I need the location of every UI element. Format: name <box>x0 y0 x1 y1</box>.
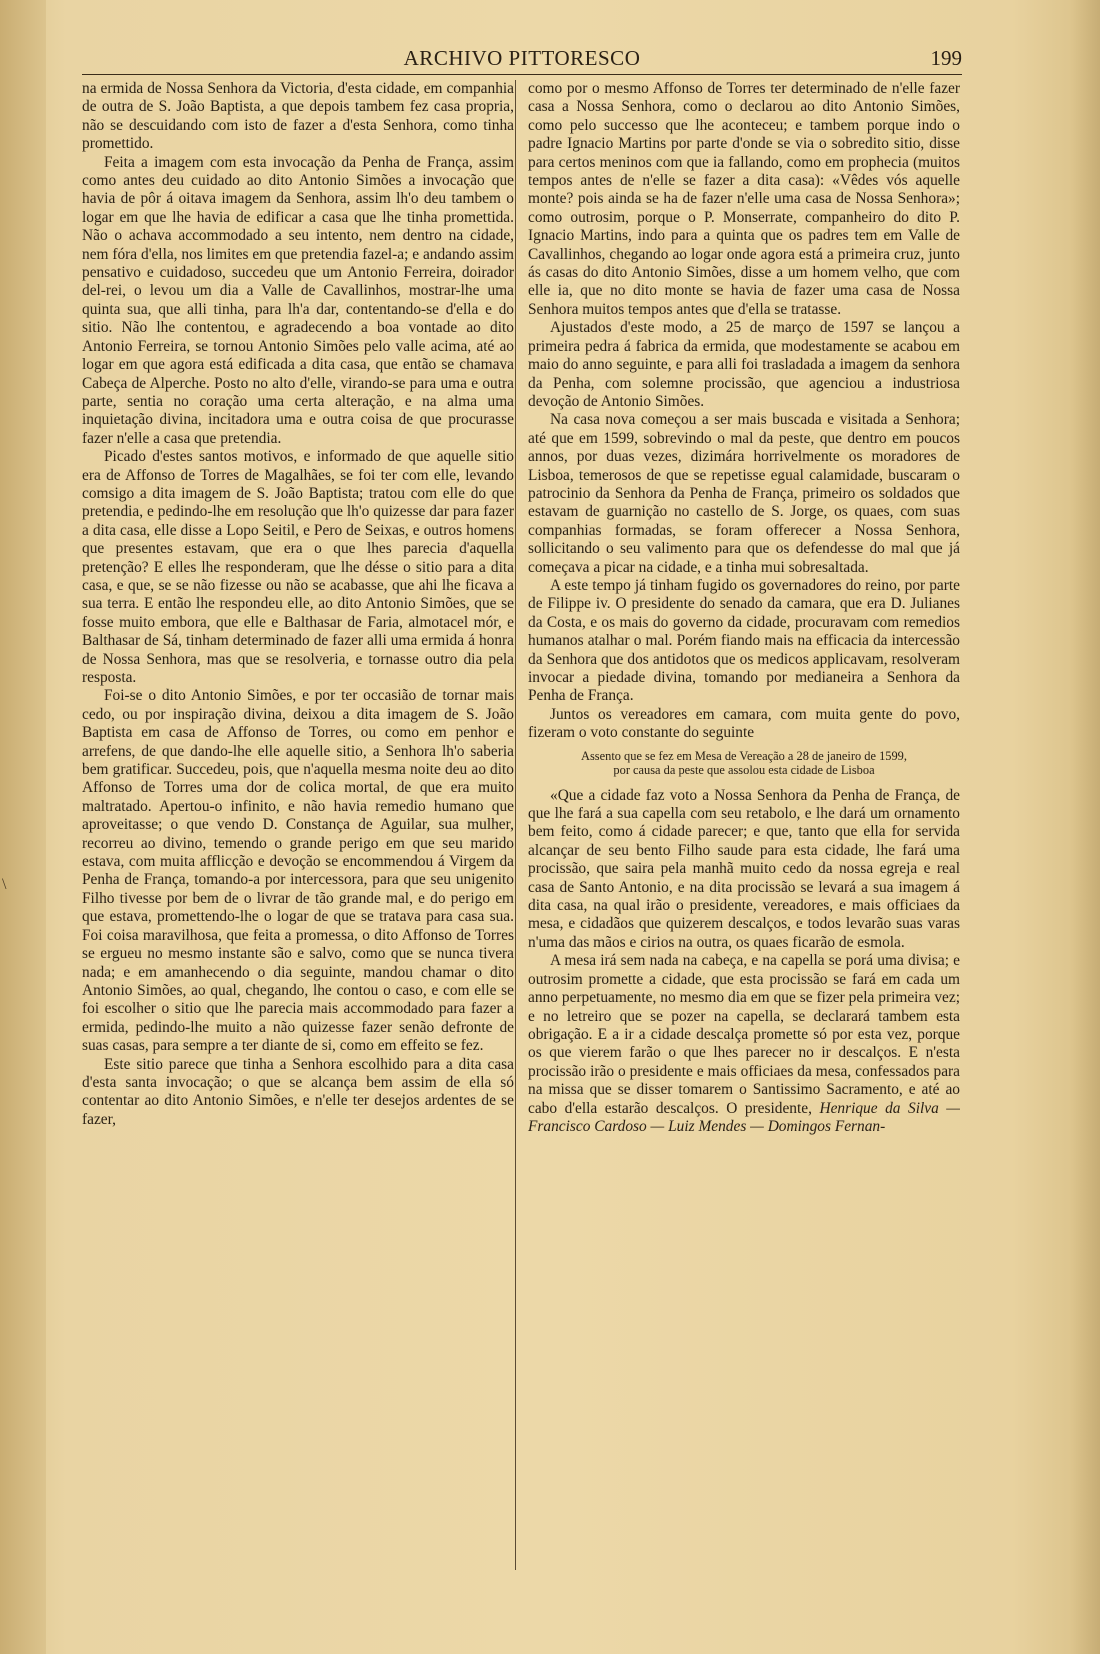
paragraph: A este tempo já tinham fugido os governadores do reino, por parte de Filippe iv. O presidente do senado da camara, que era D. Julianes da Costa, e os mais do governo da cidade, procuravam com remedios humanos atalhar o mal. Porém fiando mais na efficacia da intercessão da Senhora que dos antidotos que os medicos applicavam, resolveram invocar a piedade divina, tomando por medianeira a Senhora da Penha de França. <box>528 576 960 705</box>
paragraph: Foi-se o dito Antonio Simões, e por ter occasião de tornar mais cedo, ou por inspiração divina, deixou a dita imagem de S. João Baptista em casa de Affonso de Torres, ou como em penhor e arrefens, de que dando-lhe elle aquelle sitio, a Senhora lh'o saberia bem gratificar. Succedeu, pois, que n'aquella mesma noite deu ao dito Affonso de Torres uma dor de colica mortal, de que era muito maltratado. Apertou-o infinito, e não havia remedio humano que aproveitasse; o que vendo D. Constança de Aguilar, sua mulher, recorreu ao divino, temendo o grande perigo em que seu marido estava, com muita afflicção e devoção se encommendou á Virgem da Penha de França, tomando-a por intercessora, para que seu unigenito Filho tivesse por bem de o livrar de tão grande mal, e do perigo em que estava, promettendo-lhe o logar de que se tratava para casa sua. Foi coisa maravilhosa, que feita a promessa, o dito Affonso de Torres se ergueu no mesmo instante são e salvo, como que se nunca tivera nada; e em amanhecendo o dia seguinte, mandou chamar o dito Antonio Simões, ao qual, chegando, lhe contou o caso, e com elle se foi escolher o sitio que lhe parecia mais accommodado para fazer a ermida, pedindo-lhe muito a não quizesse fazer senão defronte de suas casas, para sempre a ter diante de si, como em effeito se fez. <box>82 687 514 1055</box>
paragraph: como por o mesmo Affonso de Torres ter determinado de n'elle fazer casa a Nossa Senhora, como o declarou ao dito Antonio Simões, como pelo successo que lhe aconteceu; e tambem porque indo o padre Ignacio Martins por parte d'onde se via o sobredito sitio, disse para certos meninos com que ia fallando, como em prophecia (muitos tempos antes de n'elle se fazer a dita casa): «Vêdes vós aquelle monte? pois ainda se ha de fazer n'elle uma casa de Nossa Senhora»; como outrosim, porque o P. Monserrate, companheiro do dito P. Ignacio Martins, indo para a quinta que os padres tem em Valle de Cavallinhos, chegando ao logar onde agora está a primeira cruz, junto ás casas do dito Antonio Simões, disse a um homem velho, que com elle ia, que no dito monte se havia de fazer uma casa de Nossa Senhora muitos tempos antes que d'ella se tratasse. <box>528 80 960 318</box>
caption-line: por causa da peste que assolou esta cidade de Lisboa <box>613 762 875 777</box>
caption-line: Assento que se fez em Mesa de Vereação a 28 de janeiro de 1599, <box>581 748 907 763</box>
page-header <box>82 44 962 75</box>
paragraph: na ermida de Nossa Senhora da Victoria, d'esta cidade, em companhia de outra de S. João Baptista, a que depois tambem fez casa propria, não se descuidando com isto de fazer a d'esta Senhora, como tinha promettido. <box>82 80 514 153</box>
paragraph: Ajustados d'este modo, a 25 de março de 1597 se lançou a primeira pedra á fabrica da ermida, que modestamente se acabou em maio do anno seguinte, e para alli foi trasladada a imagem da senhora da Penha, com solemne procissão, que agenciou a industriosa devoção de Antonio Simões. <box>528 319 960 410</box>
paragraph: Picado d'estes santos motivos, e informado de que aquelle sitio era de Affonso de Torres de Magalhães, se foi ter com elle, levando comsigo a dita imagem de S. João Baptista; tratou com elle do que pretendia, e pedindo-lhe em resolução que lh'o quizesse dar para fazer a dita casa, elle disse a Lopo Seitil, e Pero de Seixas, e outros homens que presentes estavam, que era o que lhes parecia d'aquella pretenção? E elles lhe responderam, que lhe désse o sitio para a dita casa, e que, se se não fizesse ou não se acabasse, que ahi lhe ficava a sua terra. E então lhe respondeu elle, ao dito Antonio Simões, que se fosse muito embora, que elle e Balthasar de Faria, almotacel mór, e Balthasar de Sá, tinham determinado de fazer alli uma ermida á honra de Nossa Senhora, mas que se resolveria, e tornasse outro dia pela resposta. <box>82 448 514 686</box>
paragraph: Juntos os vereadores em camara, com muita gente do povo, fizeram o voto constante do seguinte <box>528 705 960 742</box>
paragraph <box>528 952 960 1136</box>
running-head: ARCHIVO PITTORESCO <box>403 46 641 70</box>
paragraph: Na casa nova começou a ser mais buscada e visitada a Senhora; até que em 1599, sobrevindo o mal da peste, que dentro em poucos annos, por duas vezes, dizimára horrivelmente os moradores de Lisboa, temerosos de que se repetisse egual calamidade, buscaram o patrocinio da Senhora da Penha de França, primeiro os soldados que estavam de guarnição no castello de S. Jorge, os quaes, com suas companhias formadas, se foram offerecer a Nossa Senhora, sollicitando o seu valimento para que os defendesse do mal que já começava a picar na cidade, e a tinha mui sobresaltada. <box>528 411 960 576</box>
signatories: Henrique da Silva — Francisco Cardoso — Luiz Mendes — Domingos Fernan- <box>528 1099 960 1135</box>
margin-mark: \ <box>2 876 7 893</box>
paragraph-text: A mesa irá sem nada na cabeça, e na capella se porá uma divisa; e outrosim promette a cidade, que esta procissão se fará em cada um anno perpetuamente, no mesmo dia em que se fizer pela primeira vez; e no letreiro que se pozer na capella, se declarará tambem esta obrigação. E a ir a cidade descalça promette só por esta vez, porque os que vierem farão o que lhes parecer no ir descalços. E n'esta procissão irão o presidente e mais officiaes da mesa, confessados para na missa que se disser tomarem o Santissimo Sacramento, e até ao cabo d'ella estarão descalços. O presidente, <box>528 952 960 1117</box>
right-column <box>528 80 960 1136</box>
page-binding <box>0 0 46 1654</box>
page-edge-shadow <box>1070 0 1100 1654</box>
paragraph: «Que a cidade faz voto a Nossa Senhora da Penha de França, de que lhe fará a sua capella com seu retabolo, e lhe dará um ornamento bem feito, como á cidade parecer; e que, tanto que ella for servida alcançar de seu bento Filho saude para esta cidade, lhe fará uma procissão, que saira pela manhã muito cedo da nossa egreja e real casa de Santo Antonio, e na dita procissão se levará a sua imagem á dita casa, na qual irão o presidente, vereadores, e mais officiaes da mesa, e cidadãos que quizerem descalços, e todos levarão suas varas n'uma das mãos e cirios na outra, os quaes ficarão de esmola. <box>528 786 960 951</box>
paragraph: Feita a imagem com esta invocação da Penha de França, assim como antes deu cuidado ao dito Antonio Simões a invocação que havia de pôr á oitava imagem da Senhora, assim lh'o deu tambem o logar em que lhe havia de edificar a casa que lhe tinha promettida. Não o achava accommodado a seu intento, nem dentro na cidade, nem fóra d'ella, nos limites em que pretendia fazel-a; e andando assim pensativo e cuidadoso, succedeu que um Antonio Ferreira, doirador del-rei, o levou um dia a Valle de Cavallinhos, mostrar-lhe uma quinta sua, que alli tinha, para lh'a dar, contentando-se d'ella e do sitio. Não lhe contentou, e agradecendo a boa vontade ao dito Antonio Ferreira, se tornou Antonio Simões pelo valle acima, até ao logar em que agora está edificada a dita casa, que então se chamava Cabeça de Alperche. Posto no alto d'elle, virando-se para uma e outra parte, sentia no coração uma certa alteração, e na alma uma inquietação divina, incitadora uma e outra coisa de que procurasse fazer n'elle a casa que pretendia. <box>82 153 514 447</box>
paragraph: Este sitio parece que tinha a Senhora escolhido para a dita casa d'esta santa invocação; o que se alcança bem assim de ella só contentar ao dito Antonio Simões, e n'elle ter desejos ardentes de se fazer, <box>82 1055 514 1128</box>
page-number: 199 <box>930 46 962 70</box>
column-divider <box>515 80 516 1570</box>
section-caption <box>528 749 960 777</box>
left-column <box>82 80 514 1129</box>
